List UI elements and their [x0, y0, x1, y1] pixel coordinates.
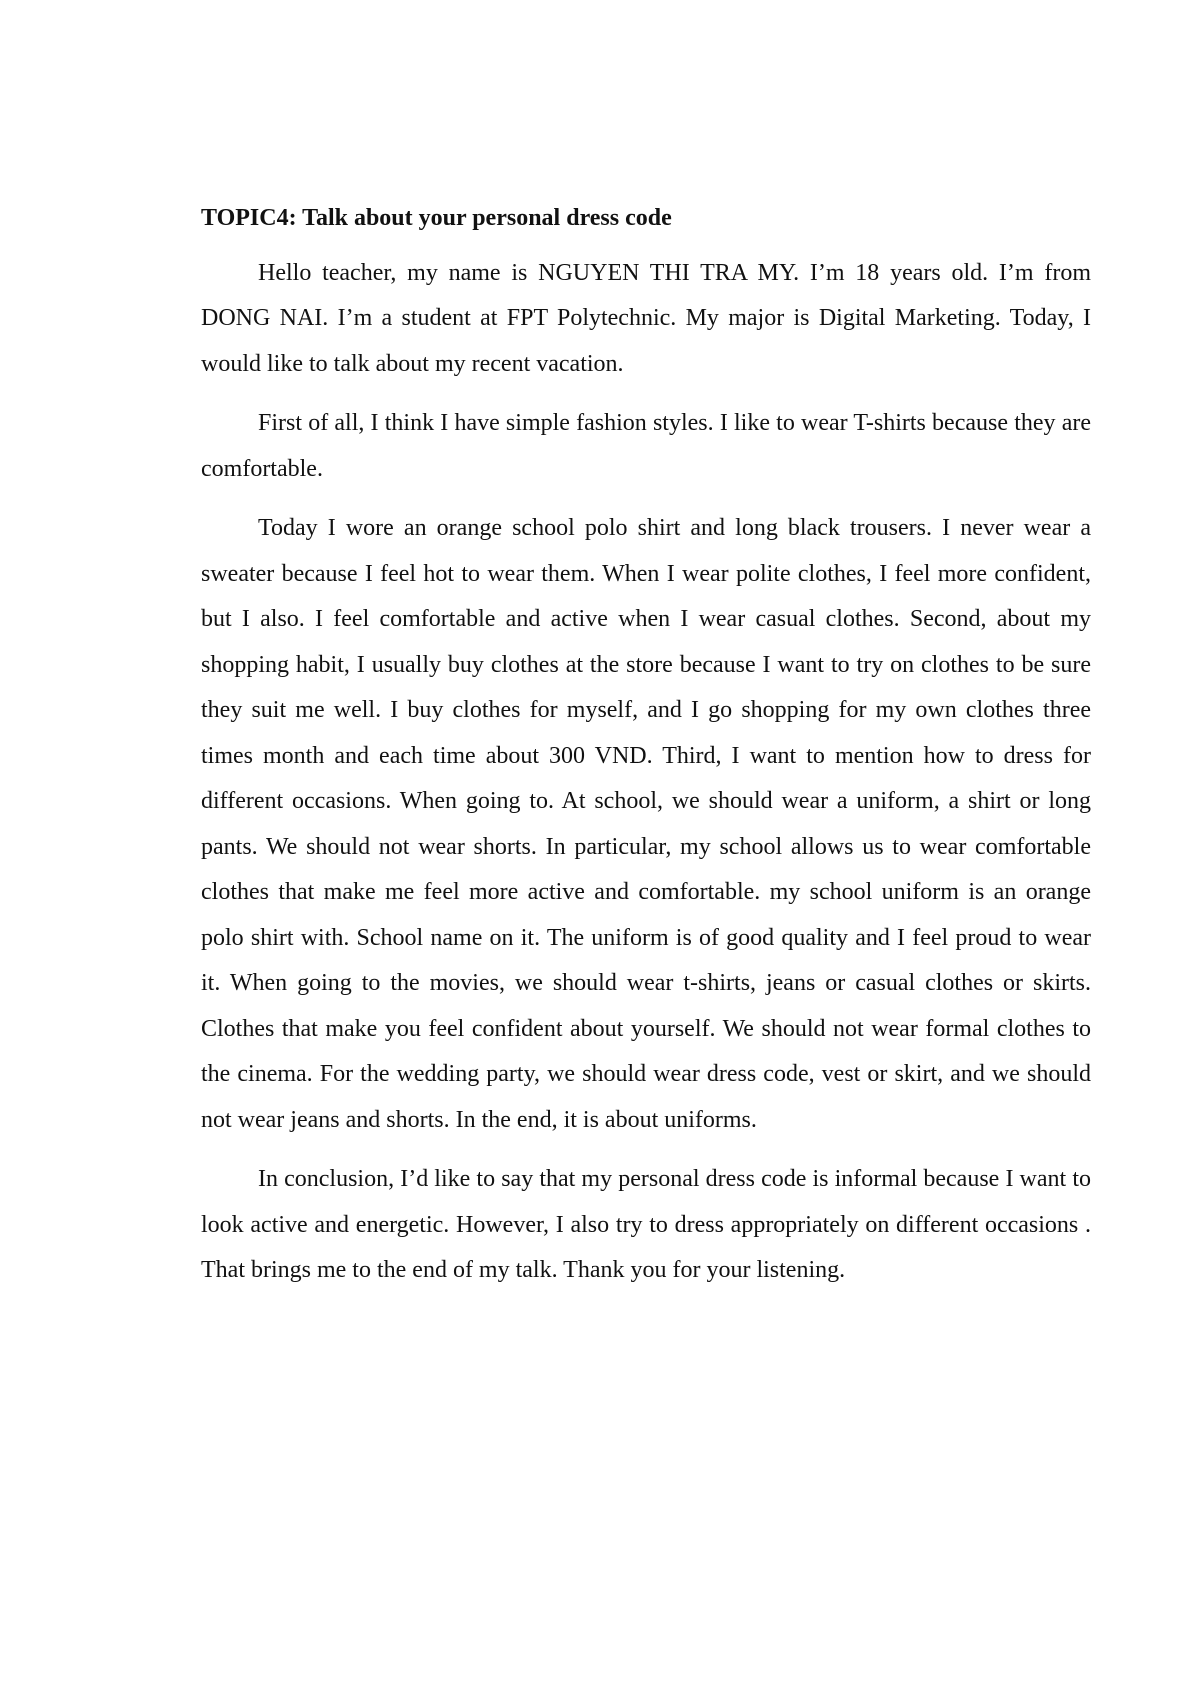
- paragraph-fashion-style: First of all, I think I have simple fashion styles. I like to wear T-shirts because they are comfortable.: [201, 410, 1091, 482]
- document-title: TOPIC4: Talk about your personal dress code: [201, 205, 672, 231]
- paragraph-conclusion: In conclusion, I’d like to say that my personal dress code is informal because I want to look active and energetic. However, I also try to dress appropriately on different occasions . That brings me to the end of my talk. Thank you for your listening.: [201, 1166, 1091, 1283]
- paragraph-body: Today I wore an orange school polo shirt and long black trousers. I never wear a sweater because I feel hot to wear them. When I wear polite clothes, I feel more confident, but I also. I feel comfortable and active when I wear casual clothes. Second, about my shopping habit, I usually buy clothes at the store because I want to try on clothes to be sure they suit me well. I buy clothes for myself, and I go shopping for my own clothes three times month and each time about 300 VND. Third, I want to mention how to dress for different occasions. When going to. At school, we should wear a uniform, a shirt or long pants. We should not wear shorts. In particular, my school allows us to wear comfortable clothes that make me feel more active and comfortable. my school uniform is an orange polo shirt with. School name on it. The uniform is of good quality and I feel proud to wear it. When going to the movies, we should wear t-shirts, jeans or casual clothes or skirts. Clothes that make you feel confident about yourself. We should not wear formal clothes to the cinema. For the wedding party, we should wear dress code, vest or skirt, and we should not wear jeans and shorts. In the end, it is about uniforms.: [201, 515, 1091, 1133]
- document-body: [201, 196, 1091, 1308]
- paragraph-introduction: Hello teacher, my name is NGUYEN THI TRA MY. I’m 18 years old. I’m from DONG NAI. I’m a student at FPT Polytechnic. My major is Digital Marketing. Today, I would like to talk about my recent vacation.: [201, 259, 1091, 377]
